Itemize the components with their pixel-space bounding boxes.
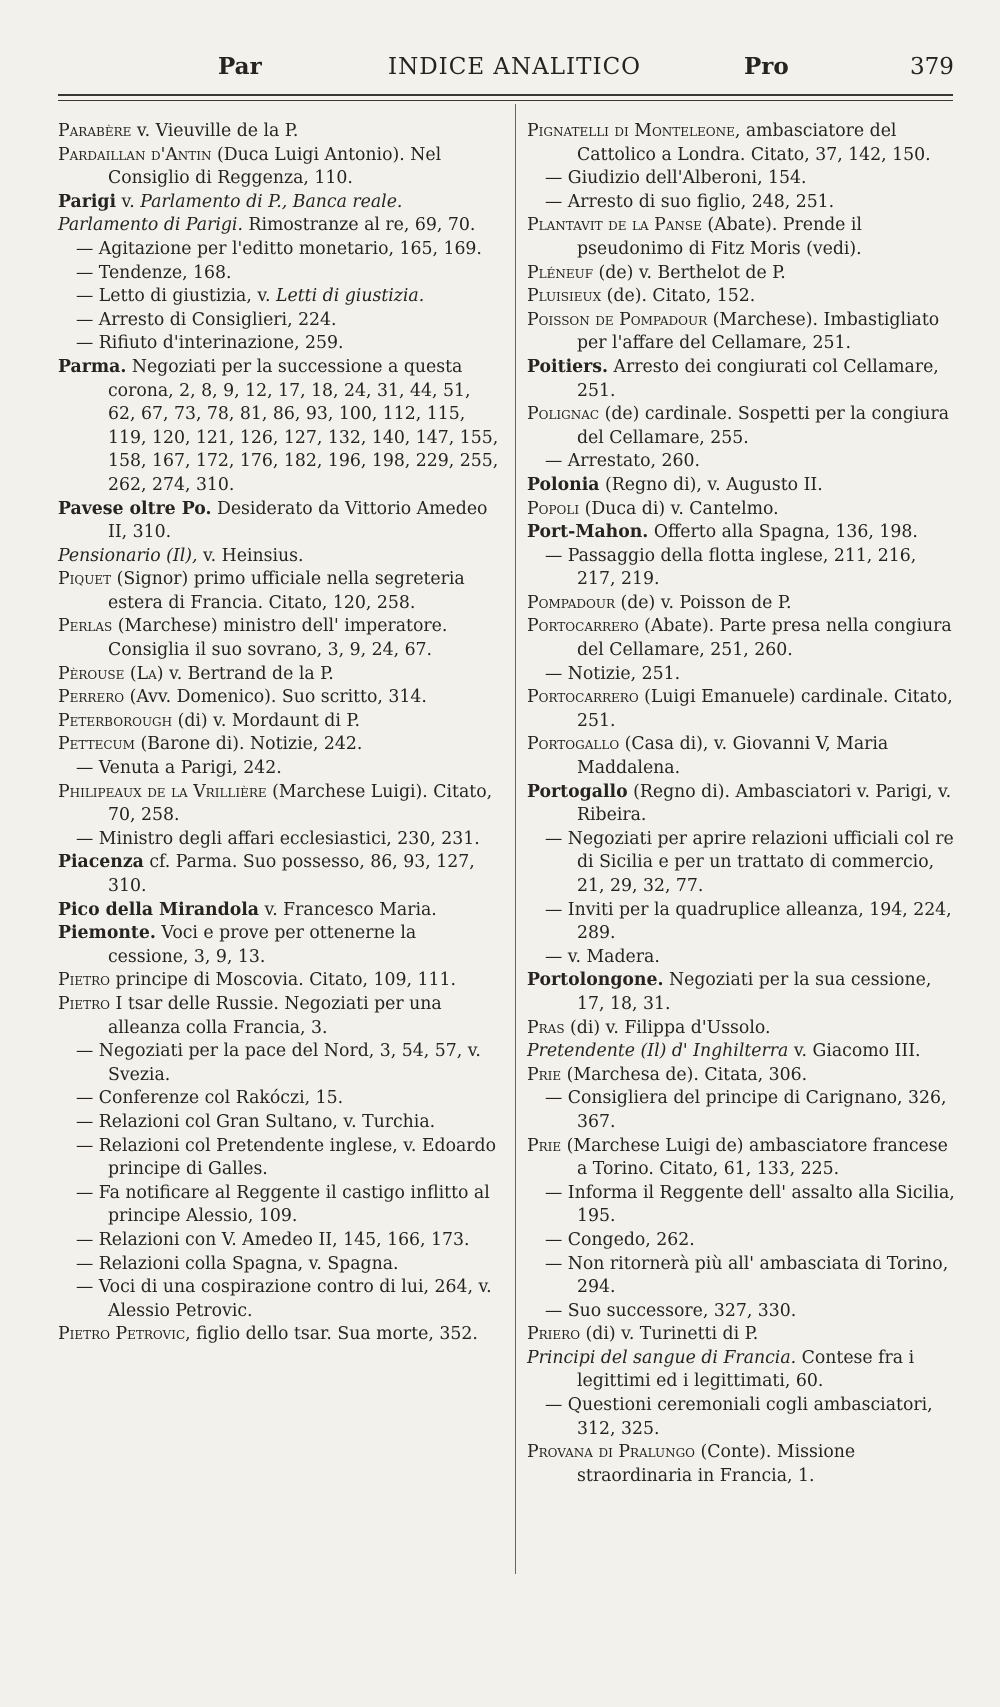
index-subentry: [527, 545, 955, 592]
entry-text: — Relazioni con V. Amedeo II, 145, 166, 173.: [76, 1229, 470, 1250]
entry-text: v. Vieuville de la P.: [131, 121, 299, 141]
entry-text: (Luigi Emanuele) cardinale. Citato, 251.: [577, 687, 953, 731]
entry-text: — Fa notificare al Reggente il castigo inflitto al principe Alessio, 109.: [76, 1182, 490, 1227]
index-subentry: [58, 1276, 500, 1323]
entry-headword: Pignatelli di Monteleone,: [527, 121, 741, 141]
index-subentry: [527, 828, 955, 899]
page-number: 379: [910, 54, 954, 80]
entry-text: (de) cardinale. Sospetti per la congiura del Cellamare, 255.: [577, 404, 950, 448]
index-entry: [58, 498, 500, 545]
entry-text: — Relazioni col Pretendente inglese, v. Edoardo principe di Galles.: [76, 1135, 496, 1180]
entry-headword: Piquet: [58, 569, 112, 590]
index-entry: [527, 356, 955, 403]
entry-text: — Congedo, 262.: [545, 1229, 695, 1250]
entry-headword: Polonia: [527, 474, 600, 495]
entry-headword: Pavese oltre Po.: [58, 498, 212, 519]
entry-text: — Giudizio dell'Alberoni, 154.: [545, 168, 807, 189]
entry-text: — Questioni ceremoniali cogli ambasciatori, 312, 325.: [545, 1395, 933, 1439]
entry-headword: Pras: [527, 1017, 565, 1038]
entry-text: Negoziati per la successione a questa corona, 2, 8, 9, 12, 17, 18, 24, 31, 44, 51, 62, 67, 73, 78, 81, 86, 93, 100, 112, 115, 119, 120, 121, 126, 127, 132, 140, 147, 155, 158, 167, 172, 176, 182, 196, 198, 229, 255, 262, 274, 310.: [108, 356, 499, 495]
entry-text: (di) v. Mordaunt di P.: [172, 710, 360, 731]
running-header: [0, 0, 1000, 100]
entry-headword: Piacenza: [58, 852, 144, 873]
index-entry: [527, 120, 955, 167]
entry-headword: Parigi: [58, 191, 117, 212]
entry-text: v. Bertrand de la P.: [163, 663, 334, 684]
index-entry: [58, 922, 500, 969]
entry-headword: Prie: [527, 1135, 562, 1156]
index-entry: [58, 120, 500, 144]
entry-text: (Abate). Prende il pseudonimo di Fitz Moris (vedi).: [577, 215, 862, 259]
index-entry: [58, 899, 500, 923]
entry-headword: Provana di Pralungo: [527, 1442, 695, 1463]
entry-headword: Prie: [527, 1064, 562, 1085]
index-entry: [527, 1323, 955, 1347]
index-subentry: [527, 450, 955, 474]
index-entry: [527, 686, 955, 733]
entry-text: — Letto di giustizia, v.: [76, 286, 277, 307]
entry-text: I tsar delle Russie. Negoziati per una alleanza colla Francia, 3.: [108, 993, 442, 1038]
index-entry: [527, 969, 955, 1016]
entry-headword: Portocarrero: [527, 616, 639, 637]
entry-text: figlio dello tsar. Sua morte, 352.: [190, 1324, 478, 1345]
index-subentry: [58, 1087, 500, 1111]
entry-text: — Informa il Reggente dell' assalto alla Sicilia, 195.: [545, 1182, 955, 1227]
index-subentry: [527, 167, 955, 191]
index-entry: [58, 663, 500, 687]
index-entry: [58, 1323, 500, 1347]
index-subentry: [58, 1253, 500, 1277]
index-entry: [527, 403, 955, 450]
entry-text: (Avv. Domenico). Suo scritto, 314.: [124, 687, 427, 708]
entry-text: — Consigliera del principe di Carignano, 326, 367.: [545, 1088, 947, 1132]
index-entry: [527, 309, 955, 356]
index-entry: [527, 285, 955, 309]
entry-text: — Notizie, 251.: [545, 663, 681, 684]
entry-text: Rimostranze al re, 69, 70.: [242, 215, 476, 236]
entry-text: (de) v. Berthelot de P.: [593, 262, 786, 283]
index-subentry: [58, 238, 500, 262]
entry-headword: Pluisieux: [527, 286, 602, 307]
index-entry: [527, 1040, 955, 1064]
index-entry: [527, 474, 955, 498]
index-subentry: [58, 757, 500, 781]
entry-headword: Polignac: [527, 404, 600, 425]
index-subentry: [527, 1229, 955, 1253]
index-entry: [58, 545, 500, 569]
index-subentry: [527, 1087, 955, 1134]
entry-headword: Plantavit de la Panse: [527, 215, 702, 236]
entry-headword: Portolongone.: [527, 970, 664, 991]
entry-text: — Voci di una cospirazione contro di lui, 264, v. Alessio Petrovic.: [76, 1277, 492, 1321]
entry-headword: Portocarrero: [527, 687, 639, 708]
entry-headword: Parabère: [58, 121, 132, 141]
entry-text: Offerto alla Spagna, 136, 198.: [648, 522, 918, 543]
index-entry: [58, 781, 500, 828]
entry-headword: Perlas: [58, 616, 113, 637]
index-entry: [527, 615, 955, 662]
entry-headword: Perrero: [58, 687, 125, 708]
index-entry: [58, 710, 500, 734]
index-entry: [58, 214, 500, 238]
index-subentry: [58, 828, 500, 852]
index-entry: [527, 733, 955, 780]
index-entry: [58, 568, 500, 615]
index-entry: [527, 1064, 955, 1088]
entry-text: (Marchesa de). Citata, 306.: [561, 1064, 808, 1085]
index-entry: [58, 686, 500, 710]
entry-text: — Agitazione per l'editto monetario, 165, 169.: [76, 238, 482, 259]
index-entry: [58, 356, 500, 498]
entry-text: — Negoziati per la pace del Nord, 3, 54, 57, v. Svezia.: [76, 1041, 481, 1085]
index-subentry: [527, 946, 955, 970]
entry-text: principe di Moscovia. Citato, 109, 111.: [110, 970, 456, 991]
index-entry: [58, 191, 500, 215]
entry-text: v. Francesco Maria.: [258, 899, 437, 920]
index-entry: [527, 1347, 955, 1394]
index-entry: [527, 262, 955, 286]
entry-text: Desiderato da Vittorio Amedeo II, 310.: [108, 498, 488, 543]
entry-text: v. Giacomo III.: [788, 1041, 921, 1062]
entry-headword: Port-Mahon.: [527, 522, 649, 543]
entry-text: (di) v. Turinetti di P.: [580, 1324, 759, 1345]
entry-headword: Pensionario (Il),: [58, 545, 198, 566]
entry-text: Negoziati per la sua cessione, 17, 18, 31.: [577, 970, 932, 1014]
entry-text: v.: [116, 191, 141, 212]
index-subentry: [527, 1394, 955, 1441]
index-entry: [527, 498, 955, 522]
entry-text: — Tendenze, 168.: [76, 262, 232, 283]
entry-reference: Letti di giustizia.: [276, 286, 425, 307]
index-subentry: [58, 332, 500, 356]
entry-headword: Pompadour: [527, 592, 615, 613]
index-entry: [527, 1135, 955, 1182]
entry-text: Contese fra i: [796, 1347, 915, 1368]
right-column: [527, 120, 955, 1488]
left-column: [58, 120, 500, 1347]
header-rule-thin: [58, 100, 953, 101]
entry-reference: Parlamento di P., Banca reale.: [140, 191, 403, 212]
index-entry: [58, 993, 500, 1040]
entry-headword: Parlamento di Parigi.: [58, 215, 243, 236]
entry-text: — Arrestato, 260.: [545, 451, 700, 472]
entry-text: (de). Citato, 152.: [601, 286, 756, 307]
entry-headword: Philipeaux de la Vrillière: [58, 781, 267, 802]
entry-headword: Pietro: [58, 993, 111, 1014]
index-subentry: [58, 1135, 500, 1182]
index-subentry: [58, 285, 500, 309]
entry-text: (Marchese) ministro dell' imperatore. Consiglia il suo sovrano, 3, 9, 24, 67.: [108, 616, 448, 661]
entry-headword: Pléneuf: [527, 262, 594, 283]
index-entry: [58, 969, 500, 993]
entry-text: — Venuta a Parigi, 242.: [76, 758, 282, 779]
entry-text: — Arresto di Consiglieri, 224.: [76, 309, 337, 330]
entry-headword: Parma.: [58, 356, 127, 377]
header-title: INDICE ANALITICO: [388, 54, 642, 80]
entry-text: — Ministro degli affari ecclesiastici, 230, 231.: [76, 828, 480, 849]
entry-text: (Casa di), v. Giovanni V, Maria Maddalena.: [577, 734, 889, 779]
entry-headword: Pardaillan d'Antin: [58, 144, 212, 165]
entry-text: (Marchese). Imbastigliato per l'affare del Cellamare, 251.: [577, 309, 940, 354]
entry-headword: Pettecum: [58, 734, 135, 755]
index-subentry: [527, 1182, 955, 1229]
entry-text: (Marchese Luigi). Citato, 70, 258.: [108, 781, 493, 826]
entry-text: (Conte). Missione straordinaria in Francia, 1.: [577, 1442, 856, 1486]
index-subentry: [58, 1229, 500, 1253]
entry-headword: Portogallo: [527, 734, 620, 755]
column-divider: [515, 104, 516, 1574]
entry-headword: Pico della Mirandola: [58, 899, 259, 920]
index-entry: [527, 214, 955, 261]
entry-headword: Piemonte.: [58, 923, 156, 944]
entry-text: — Conferenze col Rakóczi, 15.: [76, 1088, 344, 1109]
entry-reference: legittimi ed i legittimati, 60.: [577, 1371, 824, 1392]
entry-headword: Pretendente (Il) d' Inghilterra: [527, 1041, 789, 1062]
entry-text: — Rifiuto d'interinazione, 259.: [76, 333, 344, 354]
index-subentry: [58, 262, 500, 286]
index-subentry: [527, 1253, 955, 1300]
entry-text: — Non ritornerà più all' ambasciata di Torino, 294.: [545, 1253, 949, 1298]
entry-headword: Poitiers.: [527, 356, 609, 377]
entry-headword: Principi del sangue di Francia.: [527, 1347, 797, 1368]
header-rule-thick: [58, 94, 953, 96]
entry-text: v. Heinsius.: [197, 545, 304, 566]
entry-text: (Duca Luigi Antonio). Nel Consiglio di Reggenza, 110.: [108, 144, 442, 189]
index-entry: [58, 851, 500, 898]
entry-text: (Marchese Luigi de) ambasciatore francese a Torino. Citato, 61, 133, 225.: [561, 1135, 948, 1180]
entry-text: (Signor) primo ufficiale nella segreteria estera di Francia. Citato, 120, 258.: [108, 569, 465, 613]
entry-text: — Passaggio della flotta inglese, 211, 216, 217, 219.: [545, 545, 917, 590]
entry-headword: Pietro: [58, 970, 111, 991]
entry-text: (Regno di). Ambasciatori v. Parigi, v. Ribeira.: [577, 781, 952, 826]
entry-text: — Suo successore, 327, 330.: [545, 1300, 797, 1321]
index-subentry: [58, 309, 500, 333]
entry-text: — Relazioni colla Spagna, v. Spagna.: [76, 1253, 399, 1274]
entry-text: cf. Parma. Suo possesso, 86, 93, 127, 310.: [108, 852, 475, 896]
entry-text: (Barone di). Notizie, 242.: [134, 734, 363, 755]
index-entry: [527, 781, 955, 828]
entry-headword: Pèrouse (La): [58, 663, 164, 684]
index-subentry: [58, 1111, 500, 1135]
entry-headword: Pietro Petrovic,: [58, 1324, 191, 1345]
entry-text: (Regno di), v. Augusto II.: [599, 474, 823, 495]
entry-headword: Poisson de Pompadour: [527, 309, 708, 330]
entry-text: (di) v. Filippa d'Ussolo.: [564, 1017, 771, 1038]
index-entry: [58, 733, 500, 757]
entry-text: Voci e prove per ottenerne la cessione, 3, 9, 13.: [108, 923, 417, 967]
entry-headword: Peterborough: [58, 710, 173, 731]
entry-text: — Negoziati per aprire relazioni ufficiali col re di Sicilia e per un trattato di commercio, 21, 29, 32, 77.: [545, 828, 954, 896]
entry-headword: Priero: [527, 1324, 581, 1345]
index-entry: [527, 1017, 955, 1041]
index-entry: [527, 521, 955, 545]
index-subentry: [58, 1040, 500, 1087]
entry-text: — Inviti per la quadruplice alleanza, 194, 224, 289.: [545, 899, 952, 944]
index-entry: [527, 592, 955, 616]
entry-text: (Duca di) v. Cantelmo.: [579, 498, 779, 519]
entry-text: — Relazioni col Gran Sultano, v. Turchia.: [76, 1111, 436, 1132]
entry-text: (de) v. Poisson de P.: [615, 592, 792, 613]
index-subentry: [58, 1182, 500, 1229]
index-subentry: [527, 1300, 955, 1324]
entry-text: (Abate). Parte presa nella congiura del Cellamare, 251, 260.: [577, 616, 952, 661]
entry-headword: Popoli: [527, 498, 580, 519]
entry-text: ambasciatore del Cattolico a Londra. Citato, 37, 142, 150.: [577, 121, 931, 165]
entry-headword: Portogallo: [527, 781, 628, 802]
header-left-guide-word: Par: [218, 53, 262, 80]
index-entry: [58, 615, 500, 662]
index-subentry: [527, 663, 955, 687]
header-right-guide-word: Pro: [744, 53, 789, 80]
index-entry: [58, 144, 500, 191]
entry-text: — Arresto di suo figlio, 248, 251.: [545, 191, 835, 212]
index-subentry: [527, 899, 955, 946]
index-entry: [527, 1441, 955, 1488]
entry-text: — v. Madera.: [545, 946, 660, 967]
entry-text: Arresto dei congiurati col Cellamare, 251.: [577, 356, 939, 401]
index-subentry: [527, 191, 955, 215]
